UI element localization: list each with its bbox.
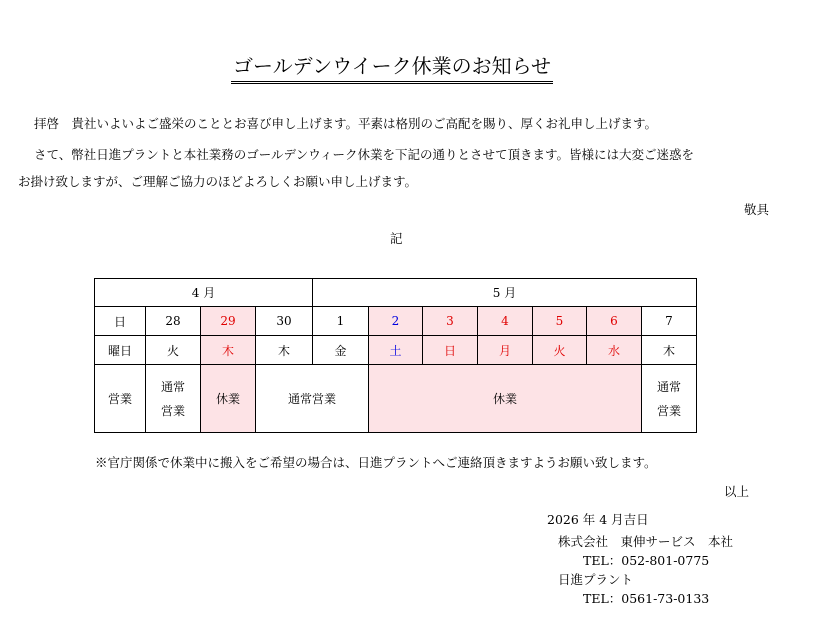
plant-tel: TEL：0561-73-0133: [583, 591, 710, 606]
status-open-apr30-may1: 通常営業: [256, 365, 369, 433]
day-row: [95, 307, 697, 336]
month-april: 4 月: [95, 279, 313, 307]
closing-keigu: 敬具: [744, 202, 770, 217]
day-row-label: 日: [95, 307, 146, 336]
day-cell: 5: [533, 307, 587, 336]
status-open-line1: 通常: [160, 379, 185, 394]
status-open-may7: [642, 365, 697, 433]
weekday-cell: 金: [313, 336, 369, 365]
status-closed-apr29: 休業: [201, 365, 256, 433]
ki-heading: 記: [390, 231, 403, 246]
status-open-line1: 通常: [656, 379, 681, 394]
status-row-label: 営業: [95, 365, 146, 433]
delivery-note: ※官庁関係で休業中に搬入をご希望の場合は、日進プラントへご連絡頂きますようお願い致します。: [95, 455, 657, 470]
weekday-cell: 木: [642, 336, 697, 365]
month-may: 5 月: [313, 279, 697, 307]
weekday-cell: 火: [533, 336, 587, 365]
weekday-row: [95, 336, 697, 365]
weekday-cell: 木: [201, 336, 256, 365]
company-name: 株式会社 東伸サービス 本社: [558, 534, 734, 549]
body-paragraph-line1: さて、幣社日進プラントと本社業務のゴールデンウィーク休業を下記の通りとさせて頂きます。皆様には大変ご迷惑を: [34, 147, 695, 162]
day-cell: 7: [642, 307, 697, 336]
greeting-paragraph: 拝啓 貴社いよいよご盛栄のこととお喜び申し上げます。平素は格別のご高配を賜り、厚くお礼申し上げます。: [34, 116, 658, 131]
status-open-apr28: [146, 365, 201, 433]
status-open-line2: 営業: [160, 403, 185, 418]
day-cell: 4: [478, 307, 533, 336]
weekday-cell: 火: [146, 336, 201, 365]
weekday-cell: 月: [478, 336, 533, 365]
body-paragraph-line2: お掛け致しますが、ご理解ご協力のほどよろしくお願い申し上げます。: [18, 174, 418, 189]
weekday-cell: 土: [369, 336, 423, 365]
head-office-tel: TEL：052-801-0775: [583, 553, 710, 568]
notice-date: 2026 年 4 月吉日: [547, 512, 649, 527]
day-cell: 28: [146, 307, 201, 336]
status-open-line2: 営業: [656, 403, 681, 418]
weekday-cell: 木: [256, 336, 313, 365]
weekday-row-label: 曜日: [95, 336, 146, 365]
day-cell: 2: [369, 307, 423, 336]
page-title: [0, 52, 784, 84]
day-cell: 30: [256, 307, 313, 336]
weekday-cell: 水: [587, 336, 642, 365]
status-row: [95, 365, 697, 433]
weekday-cell: 日: [423, 336, 478, 365]
closing-ijou: 以上: [724, 484, 750, 499]
page-title-text: ゴールデンウイーク休業のお知らせ: [231, 52, 553, 84]
day-cell: 3: [423, 307, 478, 336]
plant-name: 日進プラント: [558, 572, 634, 587]
month-row: [95, 279, 697, 307]
day-cell: 6: [587, 307, 642, 336]
day-cell: 1: [313, 307, 369, 336]
status-closed-may2-6: 休業: [369, 365, 642, 433]
holiday-calendar-table: [94, 278, 697, 433]
day-cell: 29: [201, 307, 256, 336]
